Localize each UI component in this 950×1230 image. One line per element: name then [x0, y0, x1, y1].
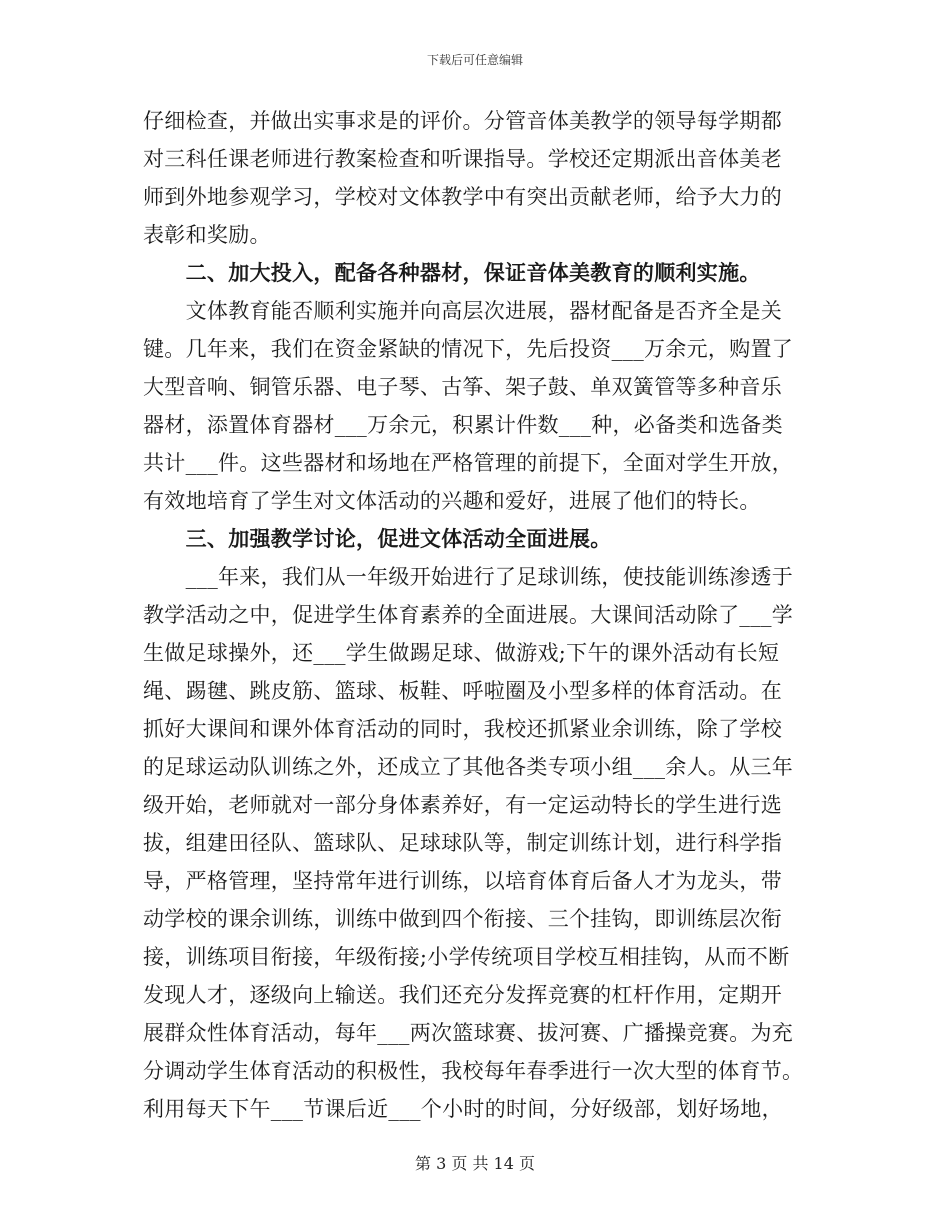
- text-line: 分调动学生体育活动的积极性，我校每年春季进行一次大型的体育节。: [143, 1059, 804, 1083]
- text-line: 接，训练项目衔接，年级衔接;小学传统项目学校互相挂钩，从而不断: [143, 945, 790, 969]
- text-line: 文体教育能否顺利实施并向高层次进展，器材配备是否齐全是关: [143, 299, 782, 323]
- text-line: 教学活动之中，促进学生体育素养的全面进展。大课间活动除了___学: [143, 603, 794, 627]
- text-line: 利用每天下午___节课后近___个小时的时间，分好级部，划好场地，: [143, 1097, 783, 1121]
- page-header: 下载后可任意编辑: [426, 53, 523, 67]
- document-body: [143, 102, 807, 1128]
- text-line: 生做足球操外，还___学生做踢足球、做游戏;下午的课外活动有长短: [143, 641, 780, 665]
- text-line: 对三科任课老师进行教案检查和听课指导。学校还定期派出音体美老: [143, 147, 782, 171]
- text-line: 器材，添置体育器材___万余元，积累计件数___种，必备类和选备类: [143, 413, 783, 437]
- section-heading: 二、加大投入，配备各种器材，保证音体美教育的顺利实施。: [143, 260, 761, 285]
- text-line: 绳、踢毽、跳皮筋、篮球、板鞋、呼啦圈及小型多样的体育活动。在: [143, 679, 782, 703]
- text-line: 键。几年来，我们在资金紧缺的情况下，先后投资___万余元，购置了: [143, 337, 794, 361]
- text-line: 级开始，老师就对一部分身体素养好，有一定运动特长的学生进行选: [143, 793, 782, 817]
- text-line: 大型音响、铜管乐器、电子琴、古筝、架子鼓、单双簧管等多种音乐: [143, 375, 782, 399]
- text-line: 发现人才，逐级向上输送。我们还充分发挥竞赛的杠杆作用，定期开: [143, 983, 782, 1007]
- text-line: 动学校的课余训练，训练中做到四个衔接、三个挂钩，即训练层次衔: [143, 907, 782, 931]
- text-line: 有效地培育了学生对文体活动的兴趣和爱好，进展了他们的特长。: [143, 489, 761, 513]
- page-number: 第 3 页 共 14 页: [415, 1154, 535, 1173]
- text-line: 表彰和奖励。: [143, 223, 271, 247]
- text-line: 展群众性体育活动，每年___两次篮球赛、拔河赛、广播操竞赛。为充: [143, 1021, 794, 1045]
- text-line: 师到外地参观学习，学校对文体教学中有突出贡献老师，给予大力的: [143, 185, 782, 209]
- text-line: 拔，组建田径队、篮球队、足球球队等，制定训练计划，进行科学指: [143, 831, 782, 855]
- text-line: 抓好大课间和课外体育活动的同时，我校还抓紧业余训练，除了学校: [143, 717, 782, 741]
- text-line: 仔细检查，并做出实事求是的评价。分管音体美教学的领导每学期都: [143, 109, 782, 133]
- text-line: ___年来，我们从一年级开始进行了足球训练，使技能训练渗透于: [143, 565, 794, 589]
- text-line: 导，严格管理，坚持常年进行训练，以培育体育后备人才为龙头，带: [143, 869, 782, 893]
- text-line: 的足球运动队训练之外，还成立了其他各类专项小组___余人。从三年: [143, 755, 794, 779]
- text-line: 共计___件。这些器材和场地在严格管理的前提下，全面对学生开放，: [143, 451, 794, 475]
- section-heading: 三、加强教学讨论，促进文体活动全面进展。: [143, 526, 612, 551]
